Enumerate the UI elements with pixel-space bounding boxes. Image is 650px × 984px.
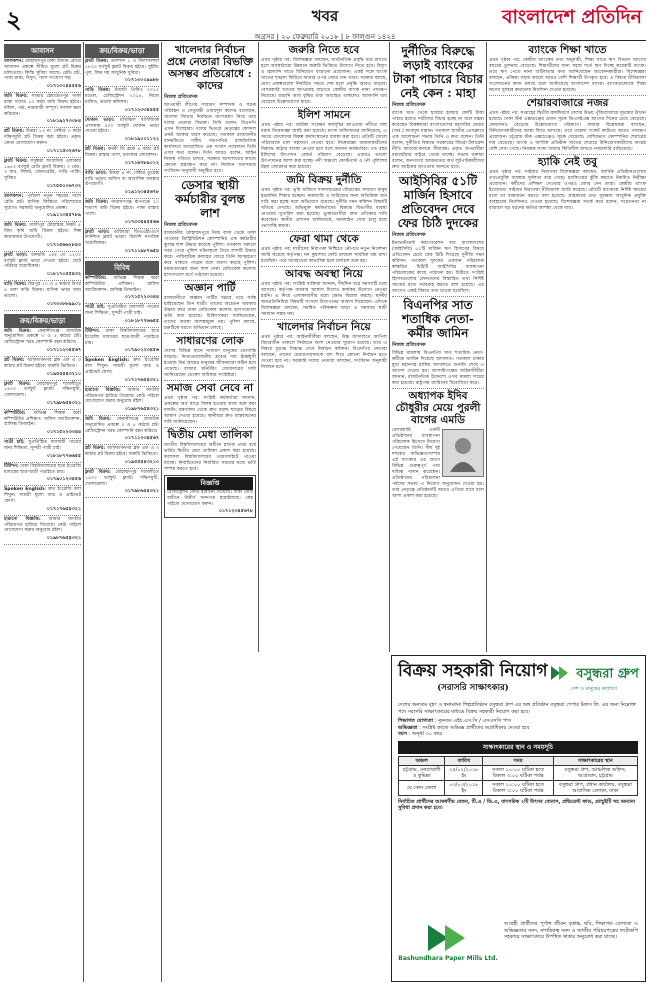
job-ad-benefits: নির্বাচিত প্রার্থীদের আকর্ষণীয় বেতন, টি.এ / ডি.এ, বাৎসরিক ২টি উৎসব বোনাস, প্রভিডেন্ট ফান্ড, গ্র্যাচুইটি সহ অন্যান্য সুবিধা প্রদান করা হবে। (398, 798, 636, 811)
classified-ad (85, 388, 159, 405)
article-byline: নিজস্ব প্রতিবেদক (392, 342, 426, 348)
article-body: প্রথম পৃষ্ঠার পর: সংশ্লিষ্ট কর্মকর্তারা জানান, প্রকল্পের অর্থ ছাড়ে বিলম্ব হওয়ায় কাজ শুরু করা যায়নি। মন্ত্রণালয় থেকে দ্রুত বরাদ্দ ছাড়ের বিষয়ে আশ্বাস দেওয়া হয়েছে। স্থানীয়রা দ্রুত বাস্তবায়নের দাবি জানিয়েছেন। (164, 396, 256, 425)
article-body: প্রথম পৃষ্ঠার পর: বিশেষজ্ঞরা বলছেন, অর্থনৈতিক প্রবৃদ্ধি ধরে রাখতে হলে অবকাঠামো উন্নয়নে জরুরি ভিত্তিতে উদ্যোগ নিতে হবে। বিদ্যুৎ ও জ্বালানি খাতে বিনিয়োগ বাড়ানো প্রয়োজন। একই সঙ্গে ব্যাংক খাতের শৃঙ্খলা ফিরিয়ে আনার ওপর জোর দেন তারা। সরকার বলছে, মেগা প্রকল্পগুলো নির্ধারিত সময়ে শেষ হলে প্রবৃদ্ধি আরও বাড়বে। বেসরকারি খাতের ঋণপ্রবাহ বাড়াতে কেন্দ্রীয় ব্যাংক নানা পদক্ষেপ নিয়েছে। রপ্তানি আয় বৃদ্ধির ধারা অব্যাহত থাকলেও আমদানি ব্যয় বেড়েছে উল্লেখযোগ্য হারে। (261, 58, 387, 105)
newspaper-logo: বাংলাদেশ প্রতিদিন (501, 6, 642, 28)
classified-ad (4, 94, 81, 117)
classified-ad-phone: ০১৭১১২৩৪৫৬৭ (124, 436, 159, 442)
classified-ad (85, 147, 159, 159)
article (489, 44, 646, 94)
article (489, 156, 646, 212)
article-body: প্রথম পৃষ্ঠার পর: ভূমি অফিসে দালালচক্রের দৌরাত্ম্যে সাধারণ মানুষ হয়রানির শিকার হচ্ছেন। নামজারি ও খারিজের জন্য অতিরিক্ত অর্থ দাবি করা হচ্ছে বলে অভিযোগ রয়েছে। দুর্নীতি দমন কমিশন বিষয়টি খতিয়ে দেখছে। অভিযুক্ত কর্মকর্তাদের বিরুদ্ধে বিভাগীয় ব্যবস্থা নেওয়ার সুপারিশ করা হয়েছে। ভুক্তভোগীরা দ্রুত প্রতিকার দাবি করেছেন। স্থানীয় প্রশাসন জানিয়েছে, অনলাইন সেবা চালু হলে ভোগান্তি কমবে। (261, 188, 387, 229)
article-headline: হ্যাকি নেই তবু (538, 156, 597, 168)
bashundhara-logo-icon (549, 662, 571, 684)
masthead-rule (4, 40, 646, 41)
article-body: প্রথম পৃষ্ঠার পর: কেন্দ্রীয় ব্যাংকের তথ্য অনুযায়ী, শিক্ষা খাতে ঋণ বিতরণ আগের বছরের তুলনায় বেড়েছে। শিক্ষার্থীদের জন্য সহজ শর্তে ঋণ দিচ্ছে কয়েকটি ব্যাংক। তবে ঋণ পেতে নানা জটিলতার কথা জানিয়েছেন আবেদনকারীরা। বিশেষজ্ঞরা বলছেন, প্রক্রিয়া সহজ করলে আরও বেশি শিক্ষার্থী উপকৃত হবে। এ বিষয়ে নীতিমালা সংশোধনের কাজ চলছে বলে জানিয়েছে বাংলাদেশ ব্যাংক। ব্যাংকগুলোকে শিক্ষা ঋণের সুদহার কমানোর নির্দেশনা দেওয়া হয়েছে। (489, 58, 646, 93)
classified-ad (4, 411, 81, 428)
classified-ad-lead: পাত্রী চাই: (4, 440, 25, 446)
issue-date: অগ্রসর | ২০ ফেব্রুয়ারি ২০১৮ | ৮ ফাল্গুন ১৪২৪ (254, 33, 396, 41)
article-headline: শেয়ারবাজারে নজর (526, 97, 609, 109)
column-divider (161, 42, 162, 982)
classified-ad-lead: আলকশন: (4, 59, 24, 64)
classified-ad (4, 487, 81, 504)
article (261, 321, 387, 371)
classified-ad-lead: আলকশন: (4, 193, 24, 199)
classified-ad-phone: ০১৭১৭৬৫৪৩২১ (46, 506, 81, 512)
article-headline: খালেদার নির্বাচন প্রশ্নে নেতারা বিভক্তি অসম্ভব প্রতিরোধে : কাদের (166, 44, 254, 92)
article-body: প্রথম পৃষ্ঠার পর: যাত্রীদের নিরাপত্তা নিশ্চিতে নৌপথে নতুন নির্দেশনা জারি করেছে কর্তৃপক্ষ। ঘন কুয়াশায় ফেরি চলাচল সাময়িক বন্ধ রাখা হয়েছিল। পরে আবহাওয়া স্বাভাবিক হলে চলাচল শুরু হয়। (261, 247, 387, 264)
article (489, 97, 646, 153)
classified-ad-lead: দোকান ভাড়া: (85, 117, 115, 123)
article (261, 174, 387, 230)
classified-ad-text: আফতাবনগর ব্লক এফ এ ৩ কাঠার প্লট বিক্রয় হইবে। জরুরি ভিত্তিতে। (4, 357, 81, 369)
classified-ad (4, 382, 81, 399)
classified-ad-text: বসুন্ধরা আবাসিক এলাকায় ১৬৫০ বর্গফুট রেডি ফ্ল্যাট বিক্রয়। ৩ বেড, ৩ বাথ, লিফট, জেনারেটর, গাড়ি পার্কিং সুবিধা। (4, 158, 81, 182)
classified-ad-text: সাভার হেমায়েতপুর পাকা রাস্তা সংলগ্ন ১০ কাঠা জমি বিক্রয় হইবে। দলিল, পর্চা, নামজারী সম্পূর্ণ। দালাল ক্ষমা করিবেন। (4, 94, 81, 117)
article-body: প্রথম পৃষ্ঠার পর: জাটকা সংরক্ষণ কর্মসূচির আওতায় নদীতে মাছ ধরায় নিষেধাজ্ঞা জারি করা হয়েছে। মৎস্য অধিদফতর জানিয়েছে, এ সময়ে জেলেদের বিকল্প কর্মসংস্থানের ব্যবস্থা করা হবে। প্রতিটি জেলে পরিবারকে চাল সহায়তা দেওয়া হবে। নিষেধাজ্ঞা অমান্যকারীদের বিরুদ্ধে কঠোর ব্যবস্থা নেওয়া হবে বলে জানান কর্মকর্তারা। গত বছর ইলিশের উৎপাদন রেকর্ড পরিমাণ বেড়েছে। এবারও ভালো উৎপাদনের আশা করা হচ্ছে। নদী অঞ্চলে কোস্টগার্ড ও নৌ পুলিশের টহল জোরদার করা হয়েছে। (261, 123, 387, 170)
classified-ad-lead: প্লট বিক্রয়: (85, 147, 106, 153)
classified-ad (85, 59, 159, 76)
classified-section-title: ক্রয়/বিক্রয়/ভাড়া (85, 44, 159, 58)
classified-ad (4, 282, 81, 299)
classified-ad (4, 464, 81, 476)
classified-ad-lead: হারানো বিজ্ঞপ্তি: (4, 516, 41, 522)
classified-ad-phone: ০১৭৩৩৪৪৫৫৬৬ (124, 219, 159, 225)
classified-ad-lead: ফ্ল্যাট ভাড়া: (4, 252, 28, 258)
classified-ad-lead: বাড়ি বিক্রয়: (4, 282, 27, 288)
classified-ad-lead: প্লট বিক্রয়: (85, 446, 106, 452)
classified-ad-text: দ্রুত ইংরেজি বলা শিখুন। সাশ্রয়ী মূল্যে ব্যাচ ও প্রাইভেট কোর্স। (85, 358, 159, 375)
interview-schedule-table (398, 756, 638, 796)
classified-ad-lead: ফ্ল্যাট বিক্রয়: (4, 381, 31, 387)
classified-ad-text: মতিঝিল বাণিজ্যিক এলাকায় ৫০০ বর্গফুট দোকান ভাড়া দেওয়া হইবে। (85, 117, 159, 135)
classified-ad (85, 88, 159, 105)
classifieds-column-1 (4, 43, 81, 981)
classified-ad (85, 305, 159, 317)
column-divider (389, 42, 390, 652)
classified-ad (85, 118, 159, 135)
classified-ad-lead: Spoken English: (85, 358, 130, 364)
classified-ad-text: কেরানীগঞ্জে রাজউক অনুমোদিত প্রকল্পে ৩ ও ৫ কাঠার প্লট। রেজিস্ট্রেশন খরচ কোম্পানি বহন করিবে। (85, 417, 159, 434)
portrait-photo-icon (442, 429, 484, 477)
classified-ad-phone: ০১৮১৭০৫৫৪৩২ (46, 272, 81, 278)
page-number: ২ (6, 5, 22, 34)
news-column-3 (164, 43, 256, 651)
article-headline: ইলিশ সামনে (297, 109, 351, 121)
table-cell: সকাল ১০:০০ ঘটিকা হতে বিকাল ৩:০০ ঘটিকা পর্যন্ত (483, 780, 553, 795)
classified-ad-text: উত্তরা ৪ নং সেক্টরে ডুপ্লেক্স বাড়ি ভাড়া। অফিস বা আবাসিক ব্যবহার উপযোগী। (85, 170, 159, 188)
classified-ad-lead: ফ্ল্যাট বিক্রয়: (85, 59, 109, 64)
article-body: বিভিন্ন মামলায় বিএনপির সাত শতাধিক নেতা-কর্মীকে জামিন দিয়েছে আদালত। গতকাল ঢাকার মুখ্য মহানগর হাকিম আদালতে শুনানি শেষে এ আদেশ দেওয়া হয়। আসামিপক্ষের আইনজীবীরা জানান, রাজনৈতিক উদ্দেশ্যে এসব মামলা দায়ের করা হয়েছে। রাষ্ট্রপক্ষ জামিনের বিরোধিতা করে। (392, 351, 484, 386)
classified-ad-phone: ০১৯১২৩৪৫৬৭৮ (124, 190, 159, 196)
classified-ad-phone: ০১৯৫৫৪৪৩২১০ (46, 371, 81, 377)
brand-slogan: দেশ ও মানুষের কল্যাণে (571, 685, 617, 692)
classified-ad-text: বারিধারা ডিওএইচএসে ফার্নিশড ফ্ল্যাট ভাড়া। বিদেশি নাগরিক অগ্রাধিকার। (85, 229, 159, 247)
job-advertisement (391, 655, 646, 982)
classified-ad-phone: ০১৭১২৩৩৪৪৫৫ (124, 107, 159, 113)
classified-ad (4, 517, 81, 534)
article-body: প্রথম পৃষ্ঠার পর: আইনজীবীরা বলছেন, উচ্চ আদালতে আপিল বিচারাধীন থাকলে নির্বাচনে অংশ নেওয়ার সুযোগ রয়েছে। তবে এ বিষয়ে চূড়ান্ত সিদ্ধান্ত দেবে নির্বাচন কমিশন। বিএনপির নেতারা বলছেন, তাদের চেয়ারপারসনকে বাদ দিয়ে কোনো নির্বাচন হতে দেওয়া হবে না। সরকারি দলের নেতারা বলছেন, সংবিধান অনুযায়ী নির্বাচন হবে। (261, 335, 387, 370)
classified-ad-phone: ০১৭১১৯৮৭৬৫৪ (124, 248, 159, 254)
table-header-cell: সময় (483, 756, 553, 765)
table-header-cell: অঞ্চল (399, 756, 445, 765)
article (164, 429, 256, 473)
classified-ad-phone: ০১৭১৫৬৬২৮৪৩ (46, 242, 81, 248)
article-headline: জমি বিক্রয় দুর্নীতি (286, 174, 362, 186)
classified-ad (4, 440, 81, 452)
classified-ad-phone: ০১৭৯০১২৩৪৫৬ (46, 477, 81, 483)
table-cell: যে কোন জেলা (399, 780, 445, 795)
classified-ad-text: কেরানীগঞ্জে রাজউক অনুমোদিত প্রকল্পে ৩ ও ৫ কাঠার প্লট। রেজিস্ট্রেশন খরচ কোম্পানি বহন করিবে। (4, 328, 81, 346)
classified-ad-lead: বাড়ি ভাড়া: (85, 170, 107, 176)
requirement-label: অভিজ্ঞতা (398, 724, 418, 731)
requirement-label: বয়স (398, 731, 408, 737)
article (261, 268, 387, 318)
requirement-value: অনূর্ধ্ব ৩০ বছর (411, 731, 443, 737)
classified-ad (85, 276, 159, 293)
article-headline: আইসিবির ৫১টি মার্জিন হিসাবে প্রতিবেদন দেবে ফের চিঠি দুদকের (397, 174, 479, 230)
article-body: জাতীয় বিশ্ববিদ্যালয়ের অধীনে স্নাতক প্রথম বর্ষে ভর্তির দ্বিতীয় মেধা তালিকা প্রকাশ করা হয়েছে। ফলাফল বিশ্ববিদ্যালয়ের ওয়েবসাইটে পাওয়া যাচ্ছে। নির্বাচিতদের নির্ধারিত সময়ের মধ্যে ভর্তি সম্পন্ন করতে হবে। (164, 443, 256, 472)
news-column-7 (489, 43, 646, 651)
classified-ad (85, 329, 159, 346)
classified-ad (4, 129, 81, 146)
classified-ad-phone: ০১৭১৫২২৩৩৪৪ (124, 295, 159, 301)
article-headline: জরুরি নিতে হবে (288, 44, 360, 56)
notice-title: বিজ্ঞপ্তি (167, 477, 253, 490)
news-column-6 (392, 43, 484, 651)
article (261, 233, 387, 265)
classified-ad (4, 194, 81, 211)
classified-ad-text: মোহাম্মদপুর শ্যামলীতে ১৪০০ বর্গফুট ফ্ল্যাট। দক্ষিণমুখী, খোলামেলা। (85, 470, 159, 487)
article (164, 44, 256, 175)
article (164, 282, 256, 332)
article-headline: সমাজ সেবা নেবে না (166, 382, 254, 394)
classified-ad-text: মোহাম্মদপুর ঢাকা উদ্যান রোডে আবাসন প্রকল্পে সীমিত মূল্যে প্লট বিক্রয় চলিতেছে। কিস্তি সুবিধা আছে। রেডি প্লট, পাকা রাস্তা, বিদ্যুৎ, গ্যাস সংযোগ সহ। (4, 59, 81, 82)
classified-ad-phone: ০১৭১৩০৪৪৫৫৬ (46, 84, 81, 90)
classified-ad-text: অভিজ্ঞ শিক্ষক দ্বারা কম্পিউটার প্রশিক্ষণ। অফিস অ্যাপ্লিকেশন, গ্রাফিক্স ডিজাইন। (4, 410, 81, 428)
article-headline: অধ্যাপক ইদিব চৌধুরীর মেয়ে পুরলী বাগের এমডি (395, 390, 481, 426)
article-headline: দুর্নীতির বিরুদ্ধে লড়াই ব্যাংকের টাকা পাচারে বিচার নেই কেন : মাহা (393, 44, 483, 100)
table-cell: ২৫/০২/২০১৮ ইং (445, 765, 483, 780)
classified-ad-phone: ০১৯৫৫৪৪৩২১০ (124, 460, 159, 466)
article (164, 382, 256, 426)
classified-ad-phone: ০১৯৮৭৬৫৪৩২১ (124, 407, 159, 413)
article-body: প্রথম পৃষ্ঠার পর: সাইবার নিরাপত্তা বিশেষজ্ঞরা বলছেন, আর্থিক প্রতিষ্ঠানগুলোর তথ্যপ্রযুক্তি ব্যবস্থায় দুর্বলতা রয়ে গেছে। হ্যাকিংয়ের ঝুঁকি কমাতে নিয়মিত নিরীক্ষা প্রয়োজন। কর্মীদের প্রশিক্ষণ দেওয়ার ওপরও জোর দেন তারা। কেন্দ্রীয় ব্যাংক ইতোমধ্যে সাইবার নিরাপত্তা নীতিমালা জারি করেছে। প্রতিটি ব্যাংককে নির্দিষ্ট সময়ের মধ্যে তা বাস্তবায়ন করতে বলা হয়েছে। গ্রাহকদের তথ্য সুরক্ষায় আধুনিক প্রযুক্তি ব্যবহারের নির্দেশনাও দেওয়া হয়েছে। বিশেষজ্ঞরা সতর্ক করে বলেন, সচেতনতা না বাড়ালে বড় ধরনের ক্ষতির আশঙ্কা থেকে যায়। (489, 170, 646, 211)
classified-ad (85, 446, 159, 458)
classified-ad-text: অভিজ্ঞ শিক্ষক দ্বারা কম্পিউটার প্রশিক্ষণ। অফিস অ্যাপ্লিকেশন, গ্রাফিক্স ডিজাইন। (85, 275, 159, 293)
article-headline: ব্যাংকে শিক্ষা খাতে (528, 44, 607, 56)
job-requirement: শিক্ষাগত যোগ্যতা : ন্যূনতম এইচ.এস.সি / এসএসসি পাস (398, 718, 512, 724)
requirement-label: শিক্ষাগত যোগ্যতা (398, 718, 433, 724)
classified-list (85, 417, 159, 498)
classified-ad-text: পূর্বাচল নতুন শহরের পাশে রেডি প্লট। মাসিক কিস্তিতে পরিশোধের সুযোগ। সরকারি অনুমোদিত প্রকল্প। (4, 193, 81, 211)
article (164, 178, 256, 279)
classified-ad-lead: জমি বিক্রয়: (4, 94, 28, 100)
classified-ad-text: গাজীপুর চৌরাস্তার নিকট ৫ বিঘা কৃষি জমি বিক্রয় হইবে। শিল্প কারখানার উপযোগী। (4, 223, 81, 240)
classified-ad-phone: ০১৭৫৫০০৬৭৩২ (46, 183, 81, 189)
classified-ad (4, 223, 81, 240)
classified-ad-phone: ০১৮১৯০০১১২২ (124, 137, 159, 143)
classified-ad (85, 200, 159, 217)
classified-ad-lead: হারানো বিজ্ঞপ্তি: (85, 387, 121, 393)
article-body: রাজধানীতে অজ্ঞান পার্টির খপ্পরে পড়ে সর্বস্ব হারিয়েছেন তিন যাত্রী। তাদের অচেতন অবস্থায় উদ্ধার করে ঢাকা মেডিকেল কলেজ হাসপাতালে ভর্তি করা হয়েছে। চিকিৎসকরা জানিয়েছেন, তাদের অবস্থা আশঙ্কামুক্ত নয়। পুলিশ বলছে, চক্রটিকে ধরতে অভিযান চলছে। (164, 296, 256, 331)
article (392, 174, 484, 295)
classified-ad-phone: ০১৭৯৮৬৫৪৩২১ (124, 489, 159, 495)
classified-ad-text: দ্রুত ইংরেজি বলা শিখুন। সাশ্রয়ী মূল্যে ব্যাচ ও প্রাইভেট কোর্স। (4, 487, 81, 505)
article-byline: নিজস্ব প্রতিবেদক (392, 232, 426, 238)
column-divider (258, 42, 259, 652)
classified-ad (4, 159, 81, 182)
classified-ad-text: সুপ্রতিষ্ঠিত ব্যবসায়ী পাত্রের জন্য শিক্ষিতা, সুন্দরী পাত্রী চাই। (85, 305, 159, 317)
table-row (399, 780, 638, 795)
article-body: দেশের বিভিন্ন স্থানে সাধারণ মানুষের ভোগান্তি বাড়ছে। নিত্যপ্রয়োজনীয় দ্রব্যের দাম ঊর্ধ্বমুখী হওয়ায় নিম্ন আয়ের মানুষের জীবনযাত্রা কঠিন হয়ে পড়েছে। বাজার মনিটরিং জোরদারের দাবি জানিয়েছেন ভোক্তা অধিকার সংশ্লিষ্টরা। (164, 349, 256, 378)
job-requirement: অভিজ্ঞতা : সংশ্লিষ্ট কাজে অভিজ্ঞ প্রার্থীদের অগ্রাধিকার দেওয়া হবে (398, 724, 530, 731)
classified-section-title: আবাসন (4, 44, 81, 58)
table-header-cell: সাক্ষাৎকারের স্থান (553, 756, 637, 765)
article-body: বেসরকারি একটি প্রতিষ্ঠানের ব্যবস্থাপনা পরিচালক হিসেবে নিয়োগ পেয়েছেন তিনি। দীর্ঘ দুই দশকের অভিজ্ঞতাসম্পন্ন এই ব্যাংকার এর আগে বিভিন্ন গুরুত্বপূর্ণ পদে দায়িত্ব পালন করেছেন। প্রতিষ্ঠানের পরিচালনা পর্ষদের সভায় এ নিয়োগ অনুমোদন দেওয়া হয়। তার নেতৃত্বে প্রতিষ্ঠানটি আরও এগিয়ে যাবে বলে আশা প্রকাশ করা হয়েছে। (392, 428, 484, 499)
section-title: খবর (311, 7, 339, 25)
article-body: ব্যাংক খাত থেকে হাজার হাজার কোটি টাকা পাচার হলেও দায়ীদের বিচার হচ্ছে না বলে মন্তব্য করেছেন বিকল্পধারা বাংলাদেশের মহাসচিব মেজর (অব.) আবদুল মান্নান। গতকাল জাতীয় প্রেসক্লাবে এক আলোচনা সভায় তিনি এ কথা বলেন। তিনি বলেন, দুর্নীতির বিরুদ্ধে সরকারের জিরো টলারেন্স নীতি কাগজে-কলমে সীমাবদ্ধ। প্রকৃত অপরাধীরা ধরাছোঁয়ার বাইরে থেকে যাচ্ছে। সভায় বক্তারা বলেন, জনগণের আমানতের অর্থ লুটপাটকারীদের দ্রুত আইনের আওতায় আনতে হবে। (392, 111, 484, 170)
article-headline: ডেসার স্থায়ী কর্মচারীর বুলন্ত লাশ (175, 178, 245, 220)
classified-ad-phone: ০১৮১৮৭৭৬৬৫৫ (46, 453, 81, 459)
article-headline: আবদ্ধ অবস্থা নিয়ে (285, 268, 363, 280)
classified-ad-lead: জমি বিক্রয়: (4, 328, 32, 334)
article (392, 390, 484, 500)
classified-ad-phone: ০১৮১৮৭৭৬৬৫৫ (124, 318, 159, 324)
article (392, 298, 484, 387)
column-divider (486, 42, 487, 652)
company-logo-block (398, 921, 498, 975)
table-cell: সকাল ১০:০০ ঘটিকা হতে বিকাল ৩:০০ ঘটিকা পর্যন্ত (483, 765, 553, 780)
classified-ad-phone: ০১৯১১৩৪৫৭৮৯ (46, 213, 81, 219)
classified-ad-phone: ০১৭১৭৬৫৪৩২১ (124, 377, 159, 383)
job-ad-instructions: আগ্রহী প্রার্থীদের পূর্ণাঙ্গ জীবন বৃত্তান্ত, ছবি, শিক্ষাগত যোগ্যতা ও অভিজ্ঞতার সনদ, নাগরিকত্ব সনদ ও জাতীয় পরিচয়পত্রের ফটোকপি সহকারে সাক্ষাৎকারে উপস্থিত থাকার অনুরোধ করা যাচ্ছে। (504, 921, 638, 940)
article-headline: অজ্ঞান পার্টি (184, 282, 236, 294)
classified-ad-lead: Spoken English: (4, 487, 46, 493)
table-cell: চট্টগ্রাম, নোয়াখালী ও কুমিল্লা (399, 765, 445, 780)
table-row (399, 765, 638, 780)
classified-ad (4, 59, 81, 82)
classified-ad-phone: ০১৭৯০১২৩৪৫৬ (124, 348, 159, 354)
article-headline: খালেদার নির্বাচন নিয়ে (277, 321, 371, 333)
classified-section-title: ক্রয়/বিক্রয়/ভাড়া (4, 314, 81, 328)
classified-ad-lead: কম্পিউটার: (85, 275, 107, 281)
classified-ad-lead: জমি বিক্রয়: (85, 417, 112, 423)
classified-ad-lead: জমি বিক্রয়: (85, 200, 109, 206)
requirement-value: সংশ্লিষ্ট কাজে অভিজ্ঞ প্রার্থীদের অগ্রাধিকার দেওয়া হবে (422, 724, 530, 731)
classified-ad-text: মোহাম্মদপুর শ্যামলীতে ১৪০০ বর্গফুট ফ্ল্যাট। দক্ষিণমুখী, খোলামেলা। (4, 381, 81, 399)
article (261, 44, 387, 106)
classified-ad-text: বনশ্রী ডি ব্লকে ৪ কাঠা প্লট বিক্রয়। রাস্তার পাশে, চমৎকার লোকেশন। (85, 147, 159, 158)
article-byline: নিজস্ব প্রতিবেদক (164, 222, 198, 228)
classified-ad-lead: ফ্ল্যাট বিক্রয়: (85, 470, 111, 476)
classified-section-title: বিবিধ (85, 261, 159, 275)
job-ad-subtitle: (সরাসরি সাক্ষাৎকার) (437, 683, 509, 693)
classified-ad (85, 171, 159, 188)
article-body: ইনভেস্টমেন্ট করপোরেশন অব বাংলাদেশের (আইসিবি) ৫১টি মার্জিন ঋণ হিসাবের বিষয়ে প্রতিবেদন চেয়ে ফের চিঠি দিয়েছে দুর্নীতি দমন কমিশন। গতকাল দুদকের একজন পরিচালক স্বাক্ষরিত চিঠিটি আইসিবির ব্যবস্থাপনা পরিচালকের কাছে পাঠানো হয়। চিঠিতে সংশ্লিষ্ট হিসাবগুলোর লেনদেনের বিস্তারিত তথ্য নির্দিষ্ট সময়ের মধ্যে সরবরাহ করতে বলা হয়েছে। এর আগেও একই বিষয়ে তথ্য চাওয়া হয়েছিল। (392, 241, 484, 294)
classified-ad (85, 358, 159, 375)
table-cell: বসুন্ধরা গ্রুপ, আঞ্চলিক অফিস, আগ্রাবাদ, চট্টগ্রাম (553, 765, 637, 780)
classified-ad-text: আমার জাতীয় পরিচয়পত্র হারিয়ে গিয়েছে। কেউ পাইলে যোগাযোগ করার অনুরোধ রইল। (85, 387, 159, 405)
classified-ad-lead: টিউশন: (4, 463, 19, 469)
brand-block (549, 662, 639, 694)
classified-ad-text: ঢাকা বিশ্ববিদ্যালয়ের ছাত্র ইংরেজি মাধ্যমের ছাত্র-ছাত্রী পড়াইতে চায়। (85, 328, 159, 346)
article-headline: বিএনপির সাত শতাধিক নেতা-কর্মীর জামিন (402, 298, 474, 340)
classifieds-column-2 (85, 43, 159, 981)
article-body: রাজধানীর মোহাম্মদপুরে নিজ বাসা থেকে ঢাকা পাওয়ার ডিস্ট্রিবিউশন কোম্পানির এক কর্মচারীর ঝুলন্ত লাশ উদ্ধার করেছে পুলিশ। গতকাল সকালে খবর পেয়ে পুলিশ ঘটনাস্থলে গিয়ে লাশটি উদ্ধার করে। পারিবারিক কলহের জেরে তিনি আত্মহত্যা করে থাকতে পারেন বলে ধারণা করছে পুলিশ। ময়নাতদন্তের জন্য লাশ ঢাকা মেডিকেল কলেজ হাসপাতাল মর্গে পাঠানো হয়েছে। (164, 231, 256, 278)
classified-ad-phone: ০১৭১১২৩৪৫৬৭ (46, 347, 81, 353)
article (164, 335, 256, 379)
article-body: প্রথম পৃষ্ঠার পর: সপ্তাহের দ্বিতীয় কার্যদিবসে দেশের উভয় পুঁজিবাজারে সূচকের উত্থান হয়েছে। ঢাকা স্টক এক্সচেঞ্জের প্রধান সূচক ডিএসইএক্স আগের দিনের চেয়ে বেড়েছে। লেনদেনও বেড়েছে উল্লেখযোগ্য পরিমাণে। বাজার বিশ্লেষকরা বলছেন, বিনিয়োগকারীদের আস্থা ফিরে আসছে। তবে তারল্য সংকট কাটাতে আরও পদক্ষেপ প্রয়োজন। চট্টগ্রাম স্টক এক্সচেঞ্জেও সূচক বেড়েছে। বেশিরভাগ কোম্পানির শেয়ারের দাম বেড়েছে। ব্যাংক ও আর্থিক প্রতিষ্ঠান খাতের শেয়ারে বিনিয়োগকারীদের আগ্রহ বেশি দেখা গেছে। নিয়ন্ত্রক সংস্থা বাজার স্থিতিশীল রাখতে নজরদারি বাড়িয়েছে। (489, 111, 646, 152)
notice-box (164, 475, 256, 518)
classified-ad-text: টয়োটা প্রিমিও ২০১২ মডেল, রেজিস্ট্রেশন ২০১৪, নিজে চালিত, ভালো কন্ডিশন। (85, 88, 159, 105)
classified-ad-lead: পাত্রী চাই: (85, 305, 105, 311)
classified-ad (4, 253, 81, 270)
classified-ad-lead: ফ্ল্যাট বিক্রয়: (4, 158, 28, 164)
article-headline: সাধারণের লোক (176, 335, 244, 347)
article (261, 109, 387, 171)
classified-ad-text: ধানমন্ডি ৮/এ তে ১২০০ বর্গফুট ফ্ল্যাট ভাড়া দেওয়া হইবে। ছোট পরিবার অগ্রাধিকার। (4, 252, 81, 270)
interview-table-caption: সাক্ষাৎকারের স্থান ও সময়সূচি (398, 741, 638, 754)
column-divider (83, 42, 84, 982)
classified-list (4, 411, 81, 545)
article-byline: নিজস্ব প্রতিবেদক (392, 102, 426, 108)
classified-ad-text: মিরপুর ১০ এ ৫ কাঠার উপর ৪ তলা বাড়ি বিক্রয়। মাসিক ভাড়া আয় ভালো। (4, 282, 81, 299)
article-body: আওয়ামী লীগের সাধারণ সম্পাদক ও সড়ক পরিবহন ও সেতুমন্ত্রী ওবায়দুল কাদের বলেছেন, খালেদা জিয়ার নির্বাচনে অংশগ্রহণ নিয়ে তার দলের নেতারা বিভক্ত। তিনি বলেন, বিএনপি এখন দিশেহারা। দলের ভিতরে নেতৃত্বের কোন্দল প্রকট আকার ধারণ করেছে। গতকাল রাজধানীর ধানমন্ডিতে দলীয় সভাপতির রাজনৈতিক কার্যালয়ে আয়োজিত এক সংবাদ সম্মেলনে তিনি এসব কথা বলেন। তিনি আরও বলেন, আইন নিজস্ব গতিতে চলবে, সরকার আদালতের কাজে কোনো হস্তক্ষেপ করে না। নির্বাচন যথাসময়ে সংবিধান অনুযায়ী অনুষ্ঠিত হবে। (164, 103, 256, 174)
article-byline: নিজস্ব প্রতিবেদক (164, 94, 198, 100)
classified-ad (85, 470, 159, 487)
article-headline: দ্বিতীয় মেধা তালিকা (167, 429, 253, 441)
job-ad-title: বিক্রয় সহকারী নিয়োগ (398, 661, 548, 681)
classified-ad-text: নারায়ণগঞ্জ রূপগঞ্জে ২০ শতাংশ জমি বিক্রয় হইবে। পাকা রাস্তার পাশে। (85, 200, 159, 217)
classified-ad-text: আফতাবনগর ব্লক এফ এ ৩ কাঠার প্লট বিক্রয় হইবে। জরুরি ভিত্তিতে। (85, 446, 159, 458)
classified-ad (4, 358, 81, 370)
classified-ad-lead: প্লট বিক্রয়: (4, 129, 25, 135)
company-name: Bashundhara Paper Mills Ltd. (398, 955, 498, 962)
classified-list (85, 59, 159, 258)
article (392, 44, 484, 171)
classified-list (4, 329, 81, 410)
job-requirements (398, 718, 638, 738)
classified-ad-phone: ০১৭১১৫৩২৬৭৮ (46, 148, 81, 154)
news-column-4 (261, 43, 387, 651)
classified-ad (85, 417, 159, 434)
classified-ad-phone: ০১৮১৯২৭৩০৮৪ (46, 119, 81, 125)
classified-ad-phone: ০১৭৩০৮৮৯৯০১ (46, 301, 81, 307)
table-header-cell: তারিখ (445, 756, 483, 765)
notice-text: রেজিস্ট্রেশন কোড হারানো গিয়েছে। ঢাকা বোর্ড অধীনে উত্তীর্ণ সনদপত্র হারাইয়াছে। কেহ পাইলে যোগাযোগ করুন। (167, 490, 253, 507)
classified-ad-phone: ০১৭১৩০০৯৯৮৮ (124, 78, 159, 84)
classified-ad-text: আমার জাতীয় পরিচয়পত্র হারিয়ে গিয়েছে। কেউ পাইলে যোগাযোগ করার অনুরোধ রইল। (4, 516, 81, 534)
brand-name: বসুন্ধরা গ্রুপ (576, 666, 639, 682)
job-ad-intro: দেশের অন্যতম বৃহৎ ও স্বনামধন্য শিল্পপ্রতিষ্ঠান বসুন্ধরা গ্রুপ এর অঙ্গ প্রতিষ্ঠান বসুন্ধরা পেপার মিলস লি. এর জন্য নিম্নোক্ত পদে সরাসরি সাক্ষাৎকারের মাধ্যমে বিক্রয় সহকারী নিয়োগ করা হবে। (398, 702, 636, 715)
job-requirement: বয়স : অনূর্ধ্ব ৩০ বছর (398, 731, 443, 737)
classified-ad-phone: ০১৭৯৮৬৫৪৩২১ (46, 400, 81, 406)
classified-ad-phone: ০১৭১৫২২৩৩৪৪ (46, 430, 81, 436)
classified-ad (4, 329, 81, 346)
classified-ad-text: সুপ্রতিষ্ঠিত ব্যবসায়ী পাত্রের জন্য শিক্ষিতা, সুন্দরী পাত্রী চাই। (4, 440, 81, 452)
classified-ad-lead: ফ্ল্যাট ভাড়া: (85, 229, 110, 235)
classified-ad-text: ঢাকা বিশ্ববিদ্যালয়ের ছাত্র ইংরেজি মাধ্যমের ছাত্র-ছাত্রী পড়াইতে চায়। (4, 463, 81, 475)
requirement-value: ন্যূনতম এইচ.এস.সি / এসএসসি পাস (437, 718, 512, 724)
article-headline: ফেরা থামা থেকে (289, 233, 359, 245)
classified-ad-lead: কম্পিউটার: (4, 410, 26, 416)
classified-ad-lead: জমি বিক্রয়: (4, 223, 27, 229)
table-cell: বসুন্ধরা গ্রুপ, প্রধান কার্যালয়, বসুন্ধরা আবাসিক এলাকা, ঢাকা (553, 780, 637, 795)
classified-ad-text: গুলশান ২ এ বিলাসবহুল ২৮০০ বর্গফুট ফ্ল্যাট বিক্রয় হইবে। সুইমিং পুল, জিম সহ আধুনিক সুবিধা। (85, 59, 159, 76)
notice-phone: ০১৭১২৩৪৫৬৭৮ (218, 509, 253, 514)
article-body: প্রথম পৃষ্ঠার পর: সংশ্লিষ্ট ব্যক্তিরা জানান, দীর্ঘদিন ধরে সমস্যাটি চলে আসছে। কর্তৃপক্ষ বারবার আশ্বাস দিলেও কার্যকর উদ্যোগ নেওয়া হয়নি। এ নিয়ে এলাকাবাসীর মধ্যে ক্ষোভ বিরাজ করছে। স্থানীয় জনপ্রতিনিধিরা বিষয়টি সংসদে উত্থাপনের আশ্বাস দিয়েছেন। এদিকে বিশেষজ্ঞরা বলছেন, সমন্বিত পরিকল্পনা ছাড়া এ সমস্যার স্থায়ী সমাধান সম্ভব নয়। (261, 282, 387, 317)
classified-ad-lead: টিউশন: (85, 328, 100, 334)
classified-ad-phone: ০১৯৮৭৬৫৪৩২১ (46, 536, 81, 542)
table-cell: ০৩/০৩/২০১৮ ইং (445, 780, 483, 795)
bashundhara-logo-icon (423, 921, 473, 955)
classified-list (4, 59, 81, 311)
classified-ad-lead: গাড়ি বিক্রয়: (85, 88, 111, 94)
classified-ad-lead: প্লট বিক্রয়: (4, 357, 25, 363)
classified-ad-phone: ০১৭১৬৭৮৯০১২ (124, 160, 159, 166)
classified-list (85, 276, 159, 416)
classified-ad (85, 230, 159, 247)
classified-ad-text: উত্তরা ১৩ নং সেক্টরে ৩ কাঠা দক্ষিণমুখী প্লট বিক্রয় করা হইবে। প্রকৃত ক্রেতা যোগাযোগ করুন। (4, 129, 81, 146)
